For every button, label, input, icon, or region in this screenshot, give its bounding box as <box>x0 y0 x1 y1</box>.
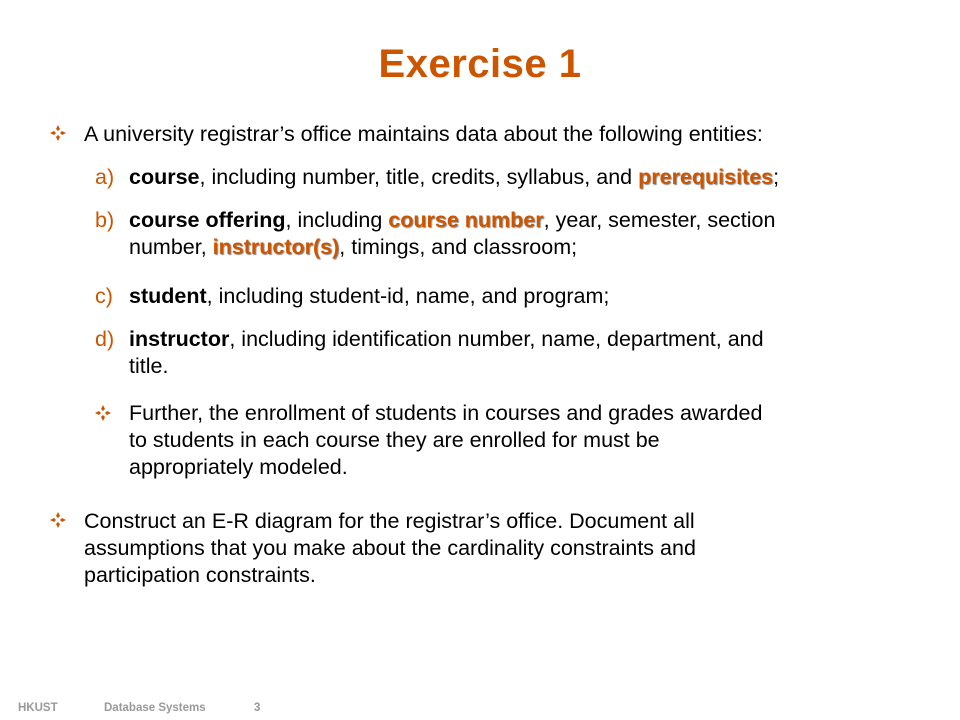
item-b: course offering, including course number, year, semester, section number, instructor(s), timings, and classroom; <box>129 208 776 259</box>
diamond-bullet-icon <box>50 125 66 141</box>
further-text: Further, the enrollment of students in courses and grades awarded to students in each course they are enrolled for must be appropriately modeled. <box>129 401 763 479</box>
item-a: course, including number, title, credits, syllabus, and prerequisites; <box>129 165 780 189</box>
item-d: instructor, including identification number, name, department, and title. <box>129 327 764 378</box>
footer-org: HKUST <box>18 702 58 714</box>
footer-course: Database Systems <box>104 702 206 714</box>
entity-course: course <box>129 165 200 189</box>
item-c: student, including student-id, name, and program; <box>129 284 610 308</box>
item-b-marker: b) <box>95 208 115 232</box>
item-a-marker: a) <box>95 165 115 189</box>
entity-student: student <box>129 284 207 308</box>
diamond-bullet-icon <box>95 405 111 421</box>
intro-text: A university registrar’s office maintains data about the following entities: <box>84 122 763 146</box>
diamond-bullet-icon <box>50 512 66 528</box>
highlight-instructors: instructor(s) <box>212 235 340 259</box>
entity-instructor: instructor <box>129 327 230 351</box>
construct-text: Construct an E-R diagram for the registrar’s office. Document all assumptions that you make about the cardinality constraints and participation constraints. <box>84 509 696 587</box>
item-c-marker: c) <box>95 284 113 308</box>
slide-title: Exercise 1 <box>378 42 582 86</box>
highlight-course-number: course number <box>388 208 544 232</box>
footer-page-number: 3 <box>254 702 261 714</box>
entity-course-offering: course offering <box>129 208 286 232</box>
item-d-marker: d) <box>95 327 115 351</box>
highlight-prerequisites: prerequisites <box>638 165 774 189</box>
